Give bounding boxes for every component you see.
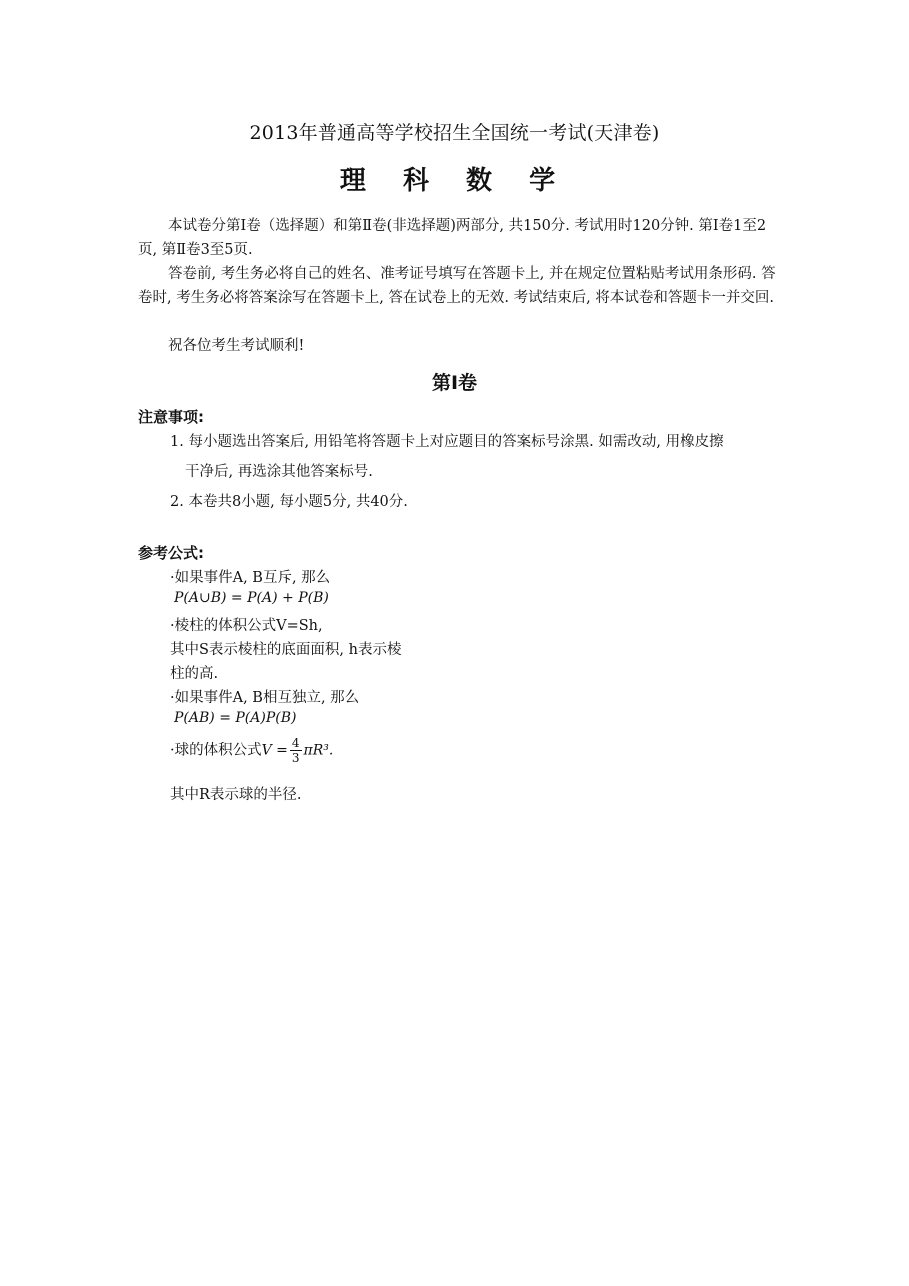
formula-sphere-fraction: [290, 736, 302, 765]
formula-exclusive-text: ·如果事件A, B互斥, 那么: [170, 570, 331, 586]
exam-subject: 理 科 数 学: [339, 166, 570, 196]
formulas-heading: 参考公式:: [138, 544, 204, 562]
note-item-1-line-2: 干净后, 再选涂其他答案标号.: [185, 464, 373, 480]
formula-sphere-text: ·球的体积公式: [170, 742, 262, 759]
intro-paragraph-structure: 本试卷分第Ⅰ卷（选择题）和第Ⅱ卷(非选择题)两部分, 共150分. 考试用时120分钟. 第Ⅰ卷1至2页, 第Ⅱ卷3至5页.: [138, 218, 767, 258]
formula-sphere-denominator: 3: [291, 751, 300, 765]
formula-prism-note-line-1: 其中S表示棱柱的底面面积, h表示棱: [170, 642, 402, 658]
note-item-1: [170, 427, 778, 487]
formula-prism-note-line-2: 柱的高.: [170, 666, 219, 682]
formula-sphere-note: 其中R表示球的半径.: [170, 787, 302, 803]
formula-sphere-numerator: 4: [291, 736, 300, 750]
note-item-1-line-1: 1. 每小题选出答案后, 用铅笔将答题卡上对应题目的答案标号涂黑. 如需改动, 用橡皮擦: [170, 434, 724, 450]
notes-heading: 注意事项:: [138, 408, 204, 426]
formula-prism-text: ·棱柱的体积公式V=Sh,: [170, 618, 323, 634]
intro-paragraph-instructions: 答卷前, 考生务必将自己的姓名、准考证号填写在答题卡上, 并在规定位置粘贴考试用条形码. 答卷时, 考生务必将答案涂写在答题卡上, 答在试卷上的无效. 考试结束后, 将本试卷和答题卡一并交回.: [138, 266, 776, 306]
formula-exclusive-equation: P(A∪B) = P(A) + P(B): [174, 590, 329, 606]
exam-title: 2013年普通高等学校招生全国统一考试(天津卷): [249, 122, 660, 144]
note-item-2: 2. 本卷共8小题, 每小题5分, 共40分.: [170, 494, 408, 510]
formula-sphere-lhs: V =: [261, 742, 288, 759]
intro-paragraph-wish: 祝各位考生考试顺利!: [168, 338, 305, 354]
formula-independent-text: ·如果事件A, B相互独立, 那么: [170, 690, 360, 706]
section-title: 第Ⅰ卷: [431, 372, 478, 394]
formula-independent-equation: P(AB) = P(A)P(B): [174, 710, 297, 726]
formula-sphere: [170, 736, 333, 765]
formula-sphere-rhs: πR³.: [303, 742, 334, 759]
